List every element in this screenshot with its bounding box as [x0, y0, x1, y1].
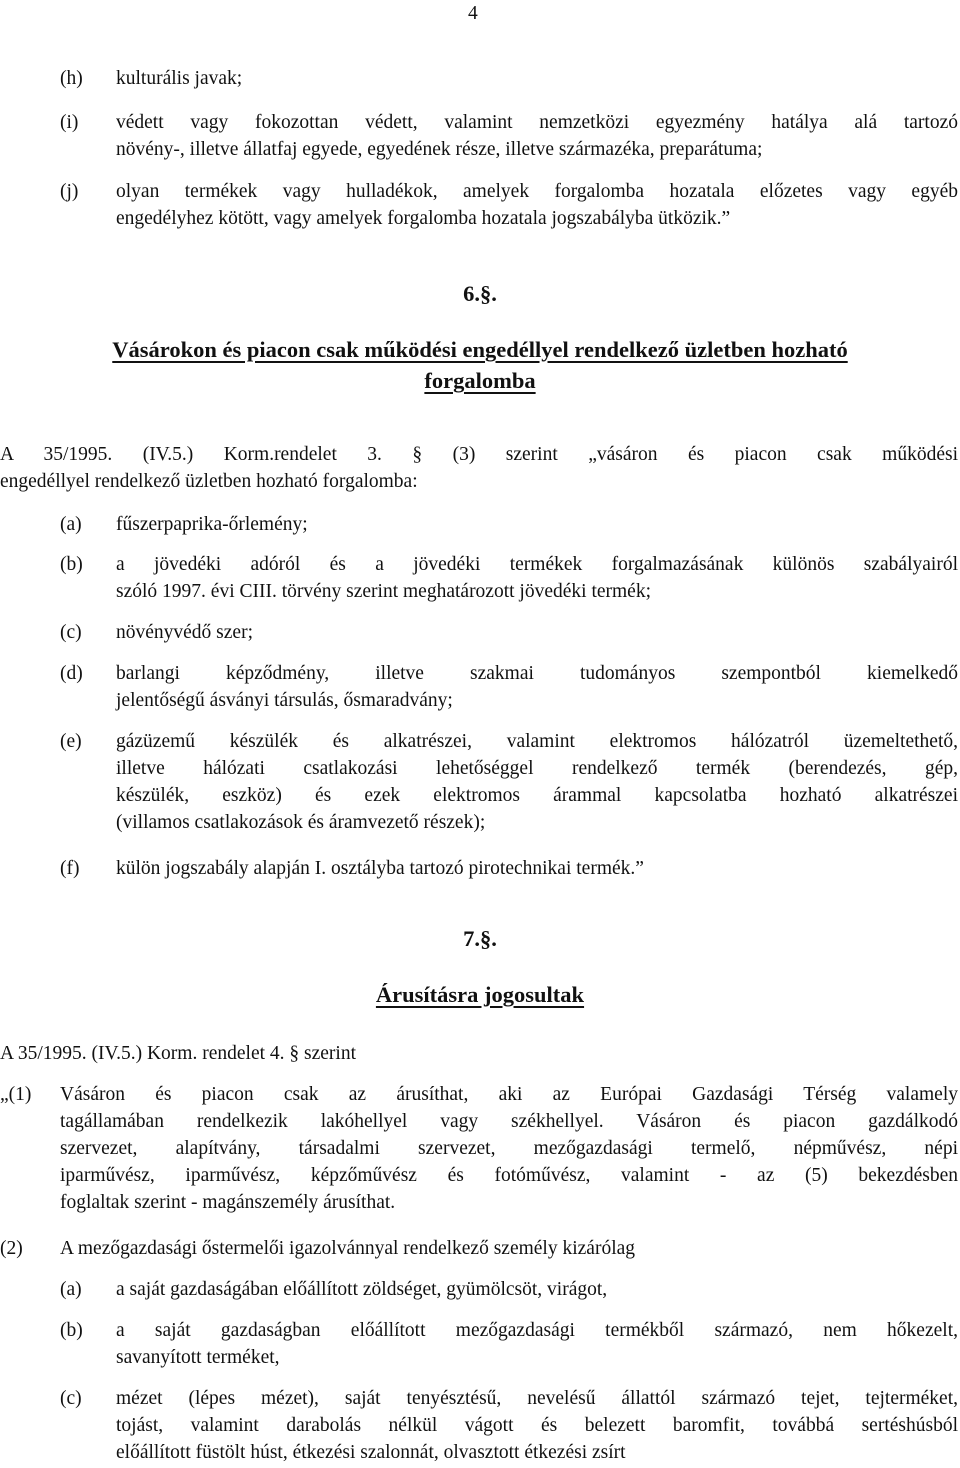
list-item-label: (a)	[60, 1279, 82, 1300]
list-item-text: a saját gazdaságában előállított zöldséget, gyümölcsöt, virágot,	[116, 1279, 608, 1300]
list-item-label: (d)	[60, 663, 83, 684]
paragraph-text: A mezőgazdasági őstermelői igazolvánnyal rendelkező személy kizárólag	[60, 1238, 636, 1259]
list-item-text: a saját gazdaságban előállított mezőgazdasági termékből származó, nem hőkezelt, savanyított terméket,	[116, 1320, 958, 1368]
list-item-label: (a)	[60, 514, 82, 535]
list-item-label: (j)	[60, 181, 79, 202]
section-number: 7.§.	[463, 926, 497, 951]
intro-paragraph: A 35/1995. (IV.5.) Korm.rendelet 3. § (3) szerint „vásáron és piacon csak működési engedéllyel rendelkező üzletben hozható forgalomba:	[0, 444, 958, 492]
list-item-text: barlangi képződmény, illetve szakmai tudományos szempontból kiemelkedő jelentőségű ásványi társulás, ősmaradvány;	[116, 663, 958, 711]
paragraph-label: „(1)	[0, 1084, 32, 1105]
list-item-text: növényvédő szer;	[116, 622, 253, 643]
list-item-text: külön jogszabály alapján I. osztályba tartozó pirotechnikai termék.”	[116, 858, 644, 879]
list-item-label: (e)	[60, 731, 82, 752]
list-item-label: (f)	[60, 858, 80, 879]
list-item-label: (i)	[60, 112, 79, 133]
paragraph-text: Vásáron és piacon csak az árusíthat, aki az Európai Gazdasági Térség valamely tagállamában rendelkezik lakóhellyel vagy székhellyel. Vásáron és piacon gazdálkodó szervezet, alapítvány, társadalmi szervezet, mezőgazdasági termelő, népművész, népi iparművész, iparművész, képzőművész és fotóművész, valamint - az (5) bekezdésben foglaltak szerint - magánszemély árusíthat.	[60, 1084, 958, 1213]
section-number: 6.§.	[463, 281, 497, 306]
list-item-text: fűszerpaprika-őrlemény;	[116, 514, 308, 535]
list-item-label: (h)	[60, 68, 83, 89]
intro-paragraph: A 35/1995. (IV.5.) Korm. rendelet 4. § szerint	[0, 1043, 356, 1064]
list-item-label: (c)	[60, 1388, 82, 1409]
section-title: Vásárokon és piacon csak működési engedéllyel rendelkező üzletben hozható forgalomba	[112, 337, 848, 393]
paragraph-label: (2)	[0, 1238, 23, 1259]
page-number: 4	[468, 3, 478, 24]
list-item-text: védett vagy fokozottan védett, valamint nemzetközi egyezmény hatálya alá tartozó növény-, illetve állatfaj egyede, egyedének része, illetve származéka, preparátuma;	[116, 112, 958, 160]
list-item-text: olyan termékek vagy hulladékok, amelyek forgalomba hozatala előzetes vagy egyéb engedélyhez kötött, vagy amelyek forgalomba hozatala jogszabályba ütközik.”	[116, 181, 958, 229]
list-item-label: (c)	[60, 622, 82, 643]
list-item-label: (b)	[60, 1320, 83, 1341]
list-item-text: kulturális javak;	[116, 68, 243, 89]
section-title: Árusításra jogosultak	[375, 982, 585, 1007]
list-item-text: a jövedéki adóról és a jövedéki termékek forgalmazásának különös szabályairól szóló 1997. évi CIII. törvény szerint meghatározott jövedéki termék;	[116, 554, 958, 602]
list-item-text: mézet (lépes mézet), saját tenyésztésű, nevelésű állattól származó tejet, tejterméket, tojást, valamint darabolás nélkül vágott és belezett baromfit, továbbá sertéshúsból előállított füstölt húst, étkezési szalonnát, olvasztott étkezési zsírt	[116, 1388, 958, 1463]
list-item-text: gázüzemű készülék és alkatrészei, valamint elektromos hálózatról üzemeltethető, illetve hálózati csatlakozási lehetőséggel rendelkező termék (berendezés, gép, készülék, eszköz) és ezek elektromos árammal kapcsolatba hozható alkatrészei (villamos csatlakozások és áramvezető részek);	[116, 731, 958, 833]
list-item-label: (b)	[60, 554, 83, 575]
